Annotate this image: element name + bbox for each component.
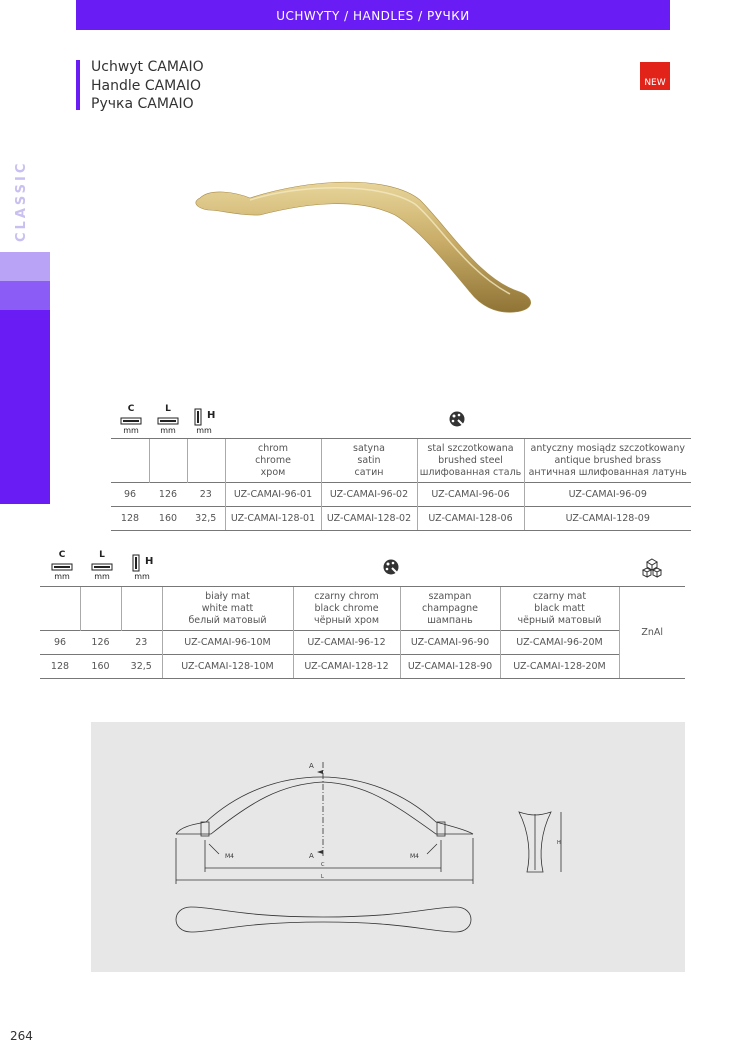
technical-drawing-panel [91, 722, 685, 972]
palette-icon [448, 410, 466, 428]
side-tab-light [0, 252, 50, 281]
material-cubes-icon [641, 557, 663, 579]
finish-header: stal szczotkowana brushed steel шлифованная сталь [417, 439, 524, 483]
table-row: 128 160 32,5 UZ-CAMAI-128-01 UZ-CAMAI-128-02 UZ-CAMAI-128-06 UZ-CAMAI-128-09 [111, 507, 691, 531]
table2-header-row [40, 587, 685, 631]
new-badge: NEW [640, 62, 670, 90]
finish-header: satyna satin сатин [321, 439, 417, 483]
table1-header-row [111, 439, 691, 483]
dim-l-icon: L mm [91, 554, 113, 576]
material-cell: ZnAl [619, 587, 685, 679]
dim-h-icon: H mm [196, 410, 216, 435]
title-accent-bar [76, 60, 80, 110]
finish-header: czarny chrom black chrome чёрный хром [293, 587, 400, 631]
finish-header: czarny mat black matt чёрный матовый [500, 587, 619, 631]
side-tab-dark [0, 310, 50, 504]
finish-header: antyczny mosiądz szczotkowany antique brushed brass античная шлифованная латунь [524, 439, 691, 483]
product-title [91, 58, 204, 114]
side-tab-mid [0, 281, 50, 310]
finish-header: szampan champagne шампань [400, 587, 500, 631]
section-label-bottom: A [309, 852, 314, 860]
page-number: 264 [10, 1029, 33, 1043]
spec-table-1 [111, 438, 691, 531]
title-pl: Uchwyt CAMAIO [91, 59, 204, 75]
dim-l-icon: L mm [157, 408, 179, 430]
spec-table-2 [40, 586, 685, 679]
dim-c-icon: C mm [120, 408, 142, 430]
dim-c-icon: C mm [51, 554, 73, 576]
table-row: 96 126 23 UZ-CAMAI-96-10M UZ-CAMAI-96-12 UZ-CAMAI-96-90 UZ-CAMAI-96-20M [40, 631, 685, 655]
dim-l-label: L [321, 874, 324, 880]
thread-label-right: M4 [410, 853, 419, 860]
category-header: UCHWYTY / HANDLES / РУЧКИ [76, 0, 670, 30]
section-label-top: A [309, 762, 314, 770]
dim-h-label: H [557, 840, 561, 846]
title-en: Handle CAMAIO [91, 77, 201, 94]
table-row: 128 160 32,5 UZ-CAMAI-128-10M UZ-CAMAI-128-12 UZ-CAMAI-128-90 UZ-CAMAI-128-20M [40, 655, 685, 679]
thread-label-left: M4 [225, 853, 234, 860]
finish-header: chrom chrome хром [225, 439, 321, 483]
finish-header: biały mat white matt белый матовый [162, 587, 293, 631]
collection-side-label: CLASSIC [14, 160, 29, 242]
palette-icon [382, 558, 400, 576]
technical-drawing [91, 722, 685, 972]
dim-c-label: C [321, 862, 325, 868]
dim-h-icon: H mm [134, 556, 154, 581]
table-row: 96 126 23 UZ-CAMAI-96-01 UZ-CAMAI-96-02 UZ-CAMAI-96-06 UZ-CAMAI-96-09 [111, 483, 691, 507]
handle-product-image [190, 170, 540, 320]
title-ru: Ручка CAMAIO [91, 96, 194, 112]
